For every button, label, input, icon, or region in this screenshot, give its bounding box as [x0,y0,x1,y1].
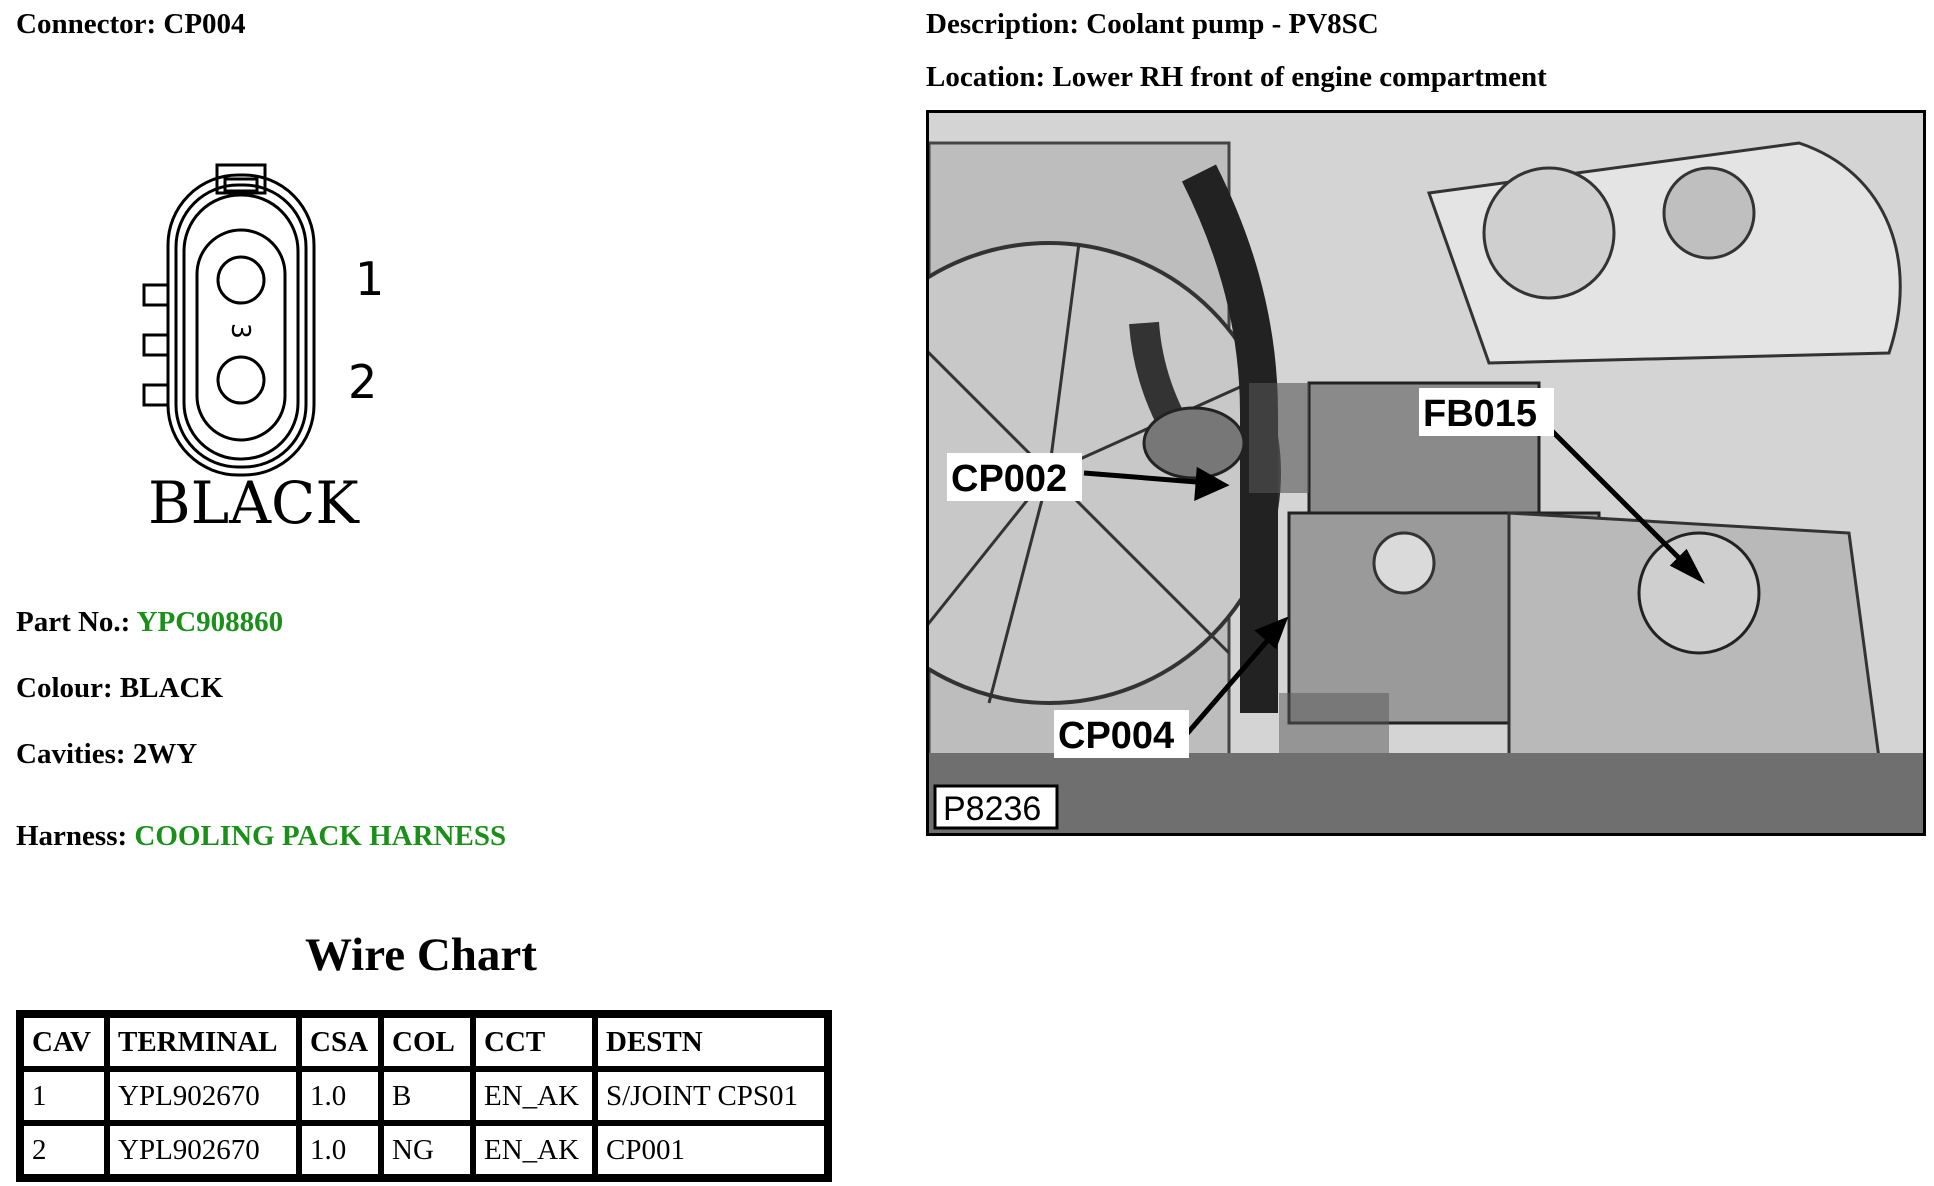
cell-col: NG [381,1123,473,1177]
cell-cav: 1 [21,1069,107,1123]
cavity-key-label: 3 [225,323,255,339]
cavities-value: 2WY [132,738,198,770]
cavities-line [16,740,197,769]
side-lock-tabs [144,285,168,405]
cell-csa: 1.0 [299,1123,381,1177]
cell-csa: 1.0 [299,1069,381,1123]
description-value: Coolant pump - PV8SC [1086,8,1379,40]
callout-cp004: CP004 [1058,715,1175,757]
colour-value: BLACK [119,672,224,704]
header-csa: CSA [299,1015,381,1069]
harness-link[interactable]: COOLING PACK HARNESS [134,820,507,852]
connector-face-diagram [140,155,410,545]
part-no-link[interactable]: YPC908860 [136,606,284,638]
cell-destn: CP001 [595,1123,827,1177]
engine-bay-illustration [929,113,1923,833]
table-header-row [21,1015,827,1069]
table-row [21,1123,827,1177]
pin-2-cavity [218,357,264,403]
header-destn: DESTN [595,1015,827,1069]
fog-lamp [1639,533,1759,653]
wire-chart-title: Wire Chart [305,929,537,981]
part-no-line [16,608,283,637]
description-line [926,10,1379,39]
cell-cct: EN_AK [473,1123,595,1177]
location-label: Location: [926,61,1046,93]
wire-chart-table [16,1010,832,1182]
colour-line [16,674,223,703]
table-row [21,1069,827,1123]
cell-destn: S/JOINT CPS01 [595,1069,827,1123]
colour-label: Colour: [16,672,113,704]
connector-value: CP004 [163,8,246,40]
cell-terminal: YPL902670 [107,1123,299,1177]
pin-2-label: 2 [348,355,378,409]
location-value: Lower RH front of engine compartment [1052,61,1547,93]
header-terminal: TERMINAL [107,1015,299,1069]
location-line [926,63,1547,92]
connector-line [16,10,246,39]
header-cct: CCT [473,1015,595,1069]
cell-col: B [381,1069,473,1123]
harness-label: Harness: [16,820,128,852]
callout-fb015: FB015 [1423,393,1538,435]
header-cav: CAV [21,1015,107,1069]
cell-terminal: YPL902670 [107,1069,299,1123]
description-label: Description: [926,8,1080,40]
pin-1-cavity [218,257,264,303]
pin-1-label: 1 [355,252,385,306]
colour-caption: BLACK [148,469,359,537]
harness-line [16,822,506,851]
cell-cct: EN_AK [473,1069,595,1123]
cell-cav: 2 [21,1123,107,1177]
coolant-pump [1144,408,1244,478]
part-no-label: Part No.: [16,606,131,638]
header-col: COL [381,1015,473,1069]
connector-label: Connector: [16,8,157,40]
figure-id: P8236 [943,790,1042,828]
callout-cp002: CP002 [951,458,1068,500]
location-photo [926,110,1926,836]
cavities-label: Cavities: [16,738,126,770]
